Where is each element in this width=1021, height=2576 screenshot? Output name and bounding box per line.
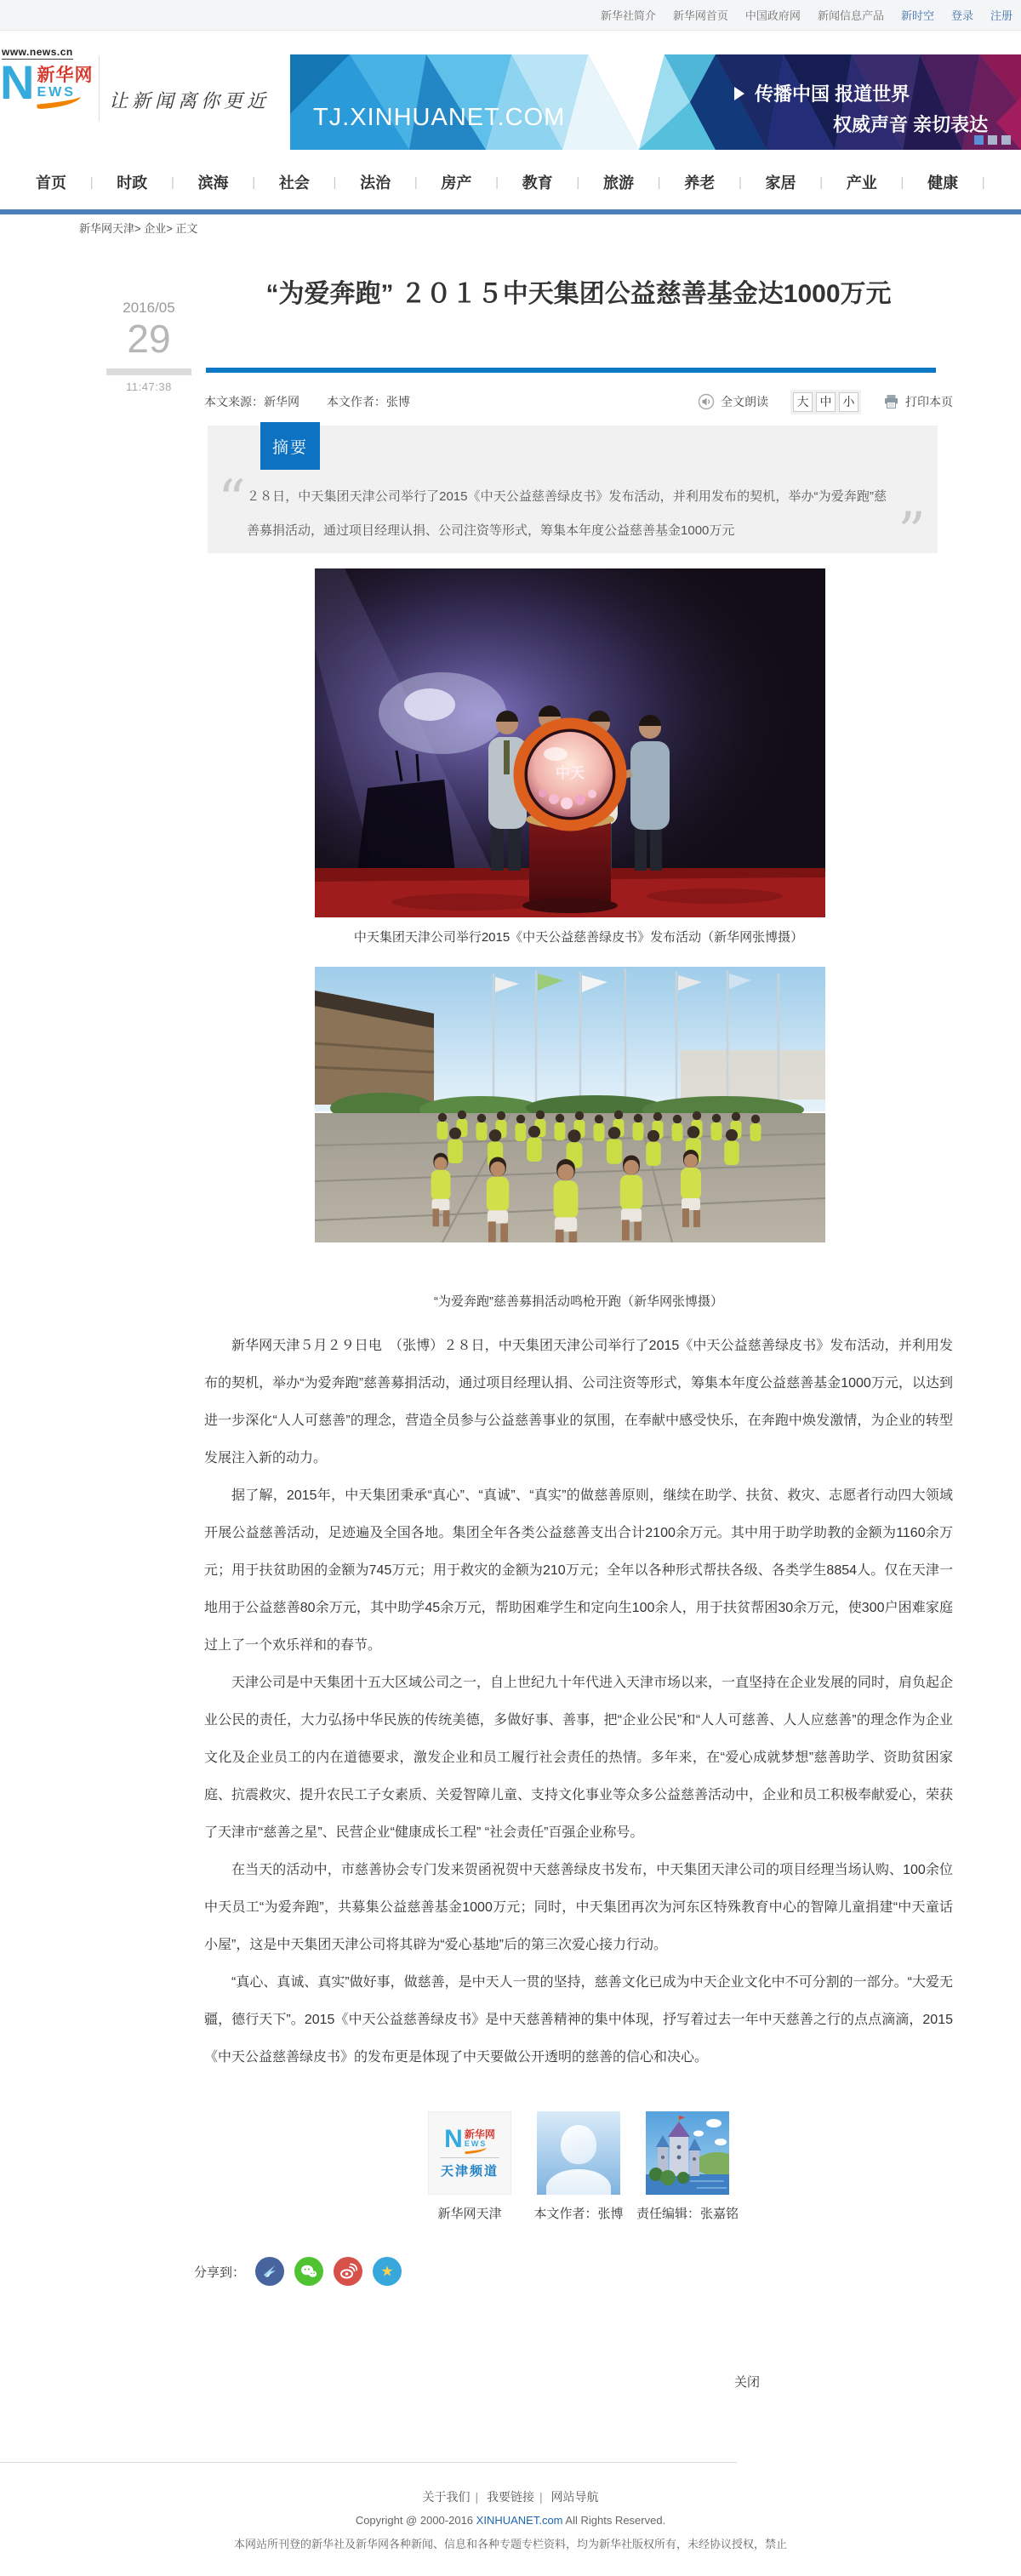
open-quote-icon: “ (218, 469, 246, 532)
main-nav: 首页 | 时政 | 滨海 | 社会 | 法治 | 房产 | 教育 | 旅游 | 养老 | 家居 | 产业 | 健康 | (0, 155, 1021, 209)
header-divider (99, 56, 100, 121)
footer-link-sitemap[interactable]: 网站导航 (550, 2490, 599, 2504)
date-divider (106, 368, 191, 375)
footer-copyright: Copyright @ 2000-2016 XINHUANET.com All Rights Reserved. (355, 2514, 666, 2527)
printer-icon (883, 394, 899, 409)
article-photo-ceremony (315, 568, 825, 917)
abstract-box (208, 426, 938, 564)
footer: 关于我们 | 我要链接 | 网站导航 Copyright @ 2000-2016 XINHUANET.com All Rights Reserved. 本网站所刊登的新华社及新华网各种新闻、信息和各种专题专栏资料，均为新华社版权所有，未经协议授权，禁止 (0, 2488, 1021, 2551)
play-triangle-icon (734, 87, 744, 100)
byline-cards (204, 2111, 953, 2222)
font-size-medium-button[interactable]: 中 (816, 392, 836, 412)
banner-carousel-dots (974, 135, 1011, 145)
nav-item-home[interactable]: 首页 (36, 174, 66, 191)
wechat-icon[interactable] (294, 2257, 323, 2286)
channel-banner[interactable] (290, 54, 1021, 150)
site-slogan: 让新闻离你更近 (109, 91, 271, 112)
card-channel[interactable] (415, 2111, 524, 2222)
font-size-controls (790, 390, 861, 414)
link-news-products[interactable]: 新闻信息产品 (817, 9, 884, 22)
nav-item-eldercare[interactable]: 养老 (684, 174, 716, 191)
nav-item-travel[interactable]: 旅游 (602, 174, 634, 191)
sina-weibo-icon[interactable] (334, 2257, 362, 2286)
footer-legal: 本网站所刊登的新华社及新华网各种新闻、信息和各种专题专栏资料，均为新华社版权所有，未经协议授权，禁止 (233, 2538, 787, 2550)
close-button[interactable]: 关闭 (734, 2375, 761, 2390)
logo-n-letter: N (0, 55, 35, 109)
photo-caption-1: 中天集团天津公司举行2015《中天公益慈善绿皮书》发布活动（新华网张博摄） (353, 930, 804, 945)
publish-date-block (106, 300, 191, 393)
logo-ews-letters: EWS (37, 85, 76, 100)
nav-item-industry[interactable]: 产业 (846, 174, 877, 191)
banner-tagline-2: 权威声音 亲切表达 (833, 114, 989, 135)
carousel-dot-1[interactable] (974, 135, 984, 145)
link-xinshikong[interactable]: 新时空 (900, 9, 934, 22)
article-source: 本文来源：新华网 (204, 395, 299, 408)
qzone-icon[interactable] (373, 2257, 402, 2286)
link-xinhua-intro[interactable]: 新华社简介 (600, 9, 656, 22)
tencent-weibo-icon[interactable] (255, 2257, 284, 2286)
carousel-dot-2[interactable] (988, 135, 997, 145)
link-register[interactable]: 注册 (990, 9, 1012, 22)
photo-caption-2: “为爱奔跑”慈善募捐活动鸣枪开跑（新华网张博摄） (434, 1294, 723, 1309)
card-editor[interactable] (633, 2111, 742, 2222)
publish-year-month: 2016/05 (123, 300, 175, 316)
publish-day: 29 (127, 317, 171, 361)
nav-item-politics[interactable]: 时政 (117, 174, 148, 191)
nav-item-realestate[interactable]: 房产 (441, 174, 472, 191)
read-aloud-button[interactable]: 全文朗读 (698, 393, 768, 410)
carousel-dot-3[interactable] (1001, 135, 1011, 145)
paragraph-1: 新华网天津５月２９日电 （张博）２８日，中天集团天津公司举行了2015《中天公益慈善绿皮书》发布活动，并利用发布的契机，举办“为爱奔跑”慈善募捐活动，通过项目经理认捐、公司注资等形式，筹集本年度公益慈善基金1000万元，以达到进一步深化“人人可慈善”的理念，营造全员参与公益慈善事业的氛围，在奉献中感受快乐，在奔跑中焕发激情，为企业的转型发展注入新的动力。 (204, 1339, 953, 1465)
banner-tagline-1: 传播中国 报道世界 (755, 83, 910, 105)
font-size-large-button[interactable]: 大 (793, 392, 813, 412)
title-underline (206, 368, 936, 373)
paragraph-5: “真心、真诚、真实”做好事，做慈善，是中天人一贯的坚持，慈善文化已成为中天企业文化中不可分割的一部分。“大爱无疆，德行天下”。2015《中天公益慈善绿皮书》是中天慈善精神的集中体现，抒写着过去一年中天慈善之行的点点滴滴，2015《中天公益慈善绿皮书》的发布更是体现了中天要做公开透明的慈善的信心和决心。 (204, 1975, 953, 2065)
breadcrumb[interactable]: 新华网天津> 企业> 正文 (79, 222, 198, 235)
share-row (194, 2257, 402, 2286)
footer-link-linkus[interactable]: 我要链接 (487, 2490, 534, 2504)
article-title: “为爱奔跑” ２０１５中天集团公益慈善基金达1000万元 (265, 280, 892, 309)
utility-bar (0, 0, 1021, 31)
abstract-tag: 摘要 (260, 422, 320, 470)
header (0, 31, 1021, 155)
footer-divider (0, 2462, 737, 2463)
svg-text:中天: 中天 (556, 765, 585, 781)
font-size-small-button[interactable]: 小 (839, 392, 858, 412)
close-quote-icon: ” (898, 501, 926, 564)
card-caption-channel: 新华网天津 (437, 2207, 502, 2221)
card-author[interactable] (524, 2111, 633, 2222)
card-caption-author: 本文作者：张博 (533, 2207, 624, 2221)
nav-item-education[interactable]: 教育 (522, 174, 553, 191)
site-url[interactable]: www.news.cn (2, 46, 73, 58)
link-login[interactable]: 登录 (950, 9, 973, 22)
article-photo-run (315, 967, 825, 1242)
paragraph-4: 在当天的活动中，市慈善协会专门发来贺函祝贺中天慈善绿皮书发布，中天集团天津公司的项目经理当场认购、100余位中天员工“为爱奔跑”，共募集公益慈善基金1000万元；同时，中天集团再次为河东区特殊教育中心的智障儿童捐建“中天童话小屋”，这是中天集团天津公司将其辟为“爱心基地”后的第三次爱心接力行动。 (204, 1863, 953, 1952)
link-gov-cn[interactable]: 中国政府网 (744, 9, 801, 22)
nav-item-home-living[interactable]: 家居 (765, 174, 796, 191)
nav-item-law[interactable]: 法治 (360, 174, 391, 191)
link-xinhuanet-home[interactable]: 新华网首页 (672, 9, 728, 22)
share-label: 分享到： (194, 2265, 246, 2280)
banner-domain-text: TJ.XINHUANET.COM (313, 104, 566, 131)
abstract-text: ２８日，中天集团天津公司举行了2015《中天公益慈善绿皮书》发布活动，并利用发布的契机，举办“为爱奔跑”慈善募捐活动，通过项目经理认捐、公司注资等形式，筹集本年度公益慈善基金1000万元 (247, 489, 887, 538)
card-caption-editor: 责任编辑：张嘉铭 (636, 2207, 739, 2221)
footer-link-about[interactable]: 关于我们 (422, 2490, 471, 2504)
paragraph-3: 天津公司是中天集团十五大区域公司之一，自上世纪九十年代进入天津市场以来，一直坚持在企业发展的同时，肩负起企业公民的责任，大力弘扬中华民族的传统美德，多做好事、善事，把“企业公民”和“人人可慈善、人人应慈善”的理念作为企业文化及企业员工的内在道德要求，激发企业和员工履行社会责任的热情。多年来，在“爱心成就梦想”慈善助学、资助贫困家庭、抗震救灾、提升农民工子女素质、关爱智障儿童、支持文化事业等众多公益慈善活动中，企业和员工积极奉献爱心，荣获了天津市“慈善之星”、民营企业“健康成长工程” “社会责任”百强企业称号。 (204, 1676, 954, 1840)
publish-time: 11:47:38 (126, 380, 172, 393)
ceremony-photo-illustration (315, 568, 825, 917)
nav-underline (0, 209, 1021, 214)
nav-item-binhai[interactable]: 滨海 (197, 174, 229, 191)
footer-xinhuanet-link[interactable]: XINHUANET.com (476, 2514, 563, 2527)
nav-item-society[interactable]: 社会 (278, 174, 310, 191)
xinhua-tianjin-logo: N 新华网 EWS 天津频道 (428, 2111, 511, 2195)
print-page-button[interactable]: 打印本页 (883, 393, 953, 410)
paragraph-2: 据了解，2015年，中天集团秉承“真心”、“真诚”、“真实”的做慈善原则，继续在助学、扶贫、救灾、志愿者行动四大领域开展公益慈善活动，足迹遍及全国各地。集团全年各类公益慈善支出合计2100余万元。其中用于助学助教的金额为1160余万元；用于扶贫助困的金额为745万元；用于救灾的金额为210万元；全年以各种形式帮扶各级、各类学生8854人。仅在天津一地用于公益慈善80余万元，其中助学45余万元，帮助困难学生和定向生100余人，用于扶贫帮困30余万元，使300户困难家庭过上了一个欢乐祥和的春节。 (204, 1488, 953, 1653)
article-author: 本文作者：张博 (326, 395, 410, 408)
nav-item-health[interactable]: 健康 (927, 174, 959, 191)
logo-chinese-name: 新华网 (37, 66, 94, 85)
svg-text:★: ★ (380, 2263, 394, 2280)
author-avatar (537, 2111, 620, 2195)
xinhuanet-logo[interactable] (0, 55, 94, 109)
article-body (204, 1328, 953, 2076)
speaker-icon (698, 393, 715, 410)
editor-avatar-castle (646, 2111, 729, 2195)
article-meta-row (204, 388, 953, 415)
run-photo-illustration (315, 967, 825, 1242)
